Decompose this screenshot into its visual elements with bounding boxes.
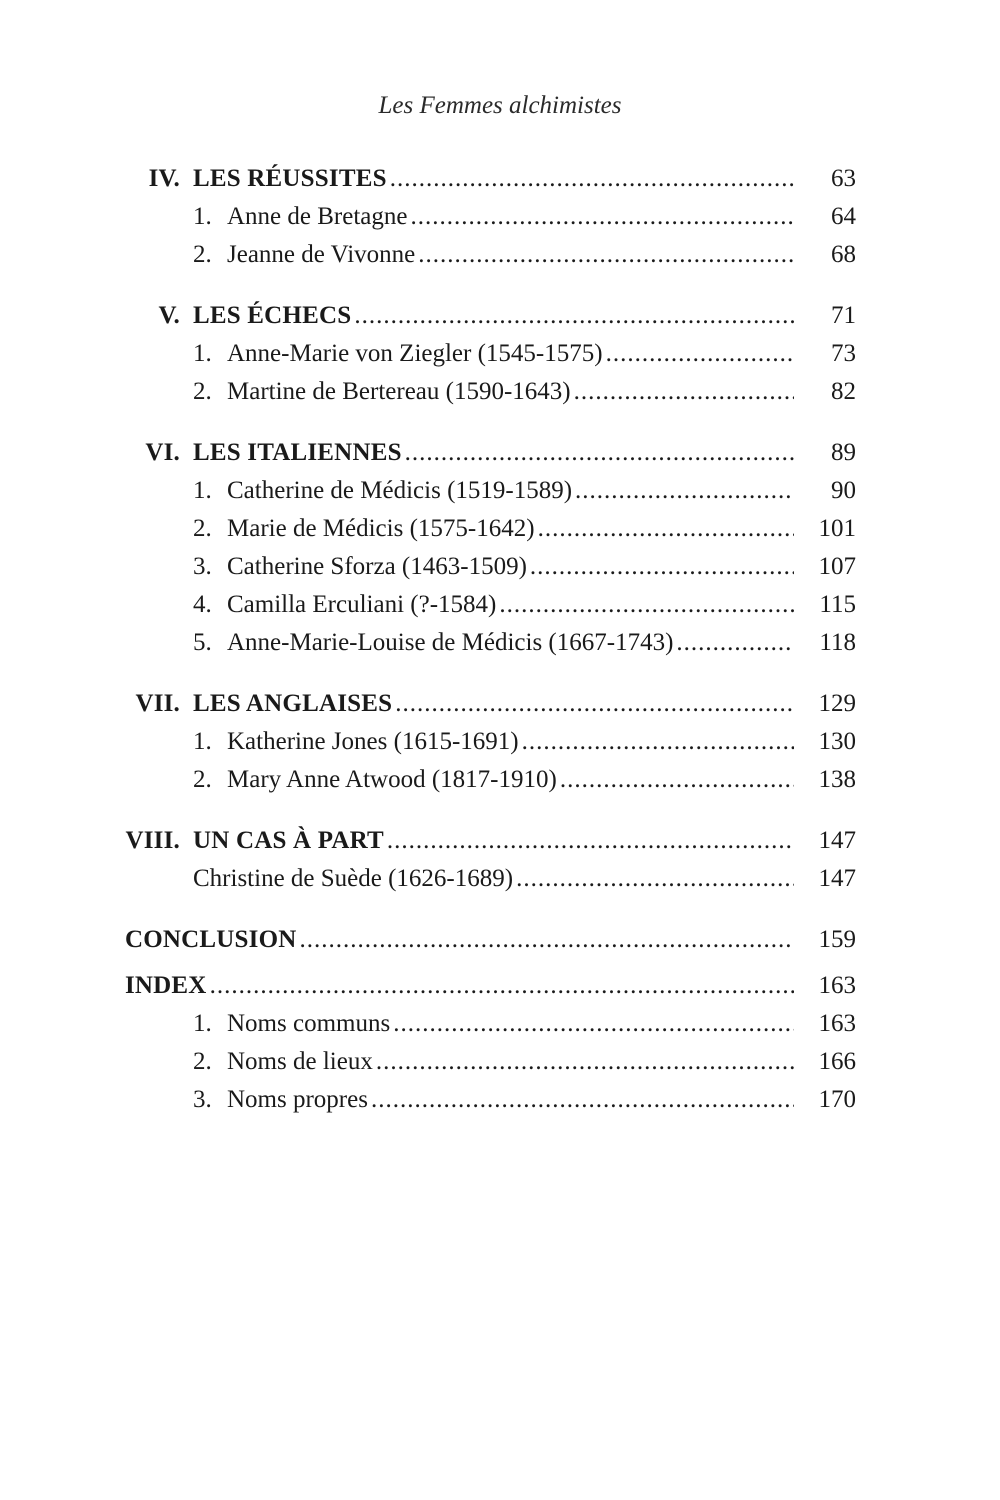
- entry-title: Noms communs: [227, 1010, 391, 1037]
- toc-entry[interactable]: [0, 723, 1000, 761]
- dot-leader: [390, 160, 794, 198]
- index-row[interactable]: [0, 967, 1000, 1005]
- entry-number: 2.: [193, 378, 212, 405]
- page-number: 68: [831, 241, 856, 268]
- toc-entry[interactable]: [0, 236, 1000, 274]
- toc-entry[interactable]: [0, 1081, 1000, 1119]
- toc-entry[interactable]: [0, 624, 1000, 662]
- page-number: 73: [831, 340, 856, 367]
- entry-title: Catherine Sforza (1463-1509): [227, 553, 527, 580]
- page-number: 166: [818, 1048, 856, 1075]
- dot-leader: [538, 510, 794, 548]
- page-number: 159: [818, 926, 856, 953]
- toc-entry[interactable]: [0, 510, 1000, 548]
- dot-leader: [522, 723, 794, 761]
- chapter-v-row[interactable]: [0, 297, 1000, 335]
- toc-entry[interactable]: [0, 860, 1000, 898]
- page-number: 163: [818, 972, 856, 999]
- dot-leader: [354, 297, 794, 335]
- page-number: 107: [818, 553, 856, 580]
- entry-title: Noms propres: [227, 1086, 368, 1113]
- chapter-numeral: IV.: [148, 165, 180, 192]
- entry-number: 5.: [193, 629, 212, 656]
- dot-leader: [560, 761, 794, 799]
- entry-title: Martine de Bertereau (1590-1643): [227, 378, 571, 405]
- entry-number: 1.: [193, 477, 212, 504]
- page-number: 147: [818, 865, 856, 892]
- page-number: 130: [818, 728, 856, 755]
- toc-entry[interactable]: [0, 335, 1000, 373]
- chapter-numeral: VII.: [135, 690, 180, 717]
- page-number: 63: [831, 165, 856, 192]
- chapter-vii-row[interactable]: [0, 685, 1000, 723]
- page-number: 64: [831, 203, 856, 230]
- chapter-title: LES ÉCHECS: [193, 302, 352, 329]
- table-of-contents: [0, 160, 1000, 1119]
- entry-number: 1.: [193, 728, 212, 755]
- entry-title: Katherine Jones (1615-1691): [227, 728, 519, 755]
- entry-title: Catherine de Médicis (1519-1589): [227, 477, 573, 504]
- dot-leader: [606, 335, 794, 373]
- conclusion-title: CONCLUSION: [125, 926, 297, 953]
- chapter-numeral: VIII.: [125, 827, 180, 854]
- dot-leader: [676, 624, 794, 662]
- toc-entry[interactable]: [0, 586, 1000, 624]
- page-number: 147: [818, 827, 856, 854]
- page-number: 118: [819, 629, 856, 656]
- dot-leader: [516, 860, 794, 898]
- entry-title: Christine de Suède (1626-1689): [193, 865, 514, 892]
- entry-title: Anne-Marie von Ziegler (1545-1575): [227, 340, 603, 367]
- running-head: Les Femmes alchimistes: [378, 92, 622, 119]
- entry-number: 2.: [193, 241, 212, 268]
- chapter-iv-row[interactable]: [0, 160, 1000, 198]
- toc-entry[interactable]: [0, 1005, 1000, 1043]
- entry-number: 3.: [193, 553, 212, 580]
- entry-number: 4.: [193, 591, 212, 618]
- dot-leader: [574, 373, 794, 411]
- chapter-title: LES ITALIENNES: [193, 439, 402, 466]
- entry-title: Camilla Erculiani (?-1584): [227, 591, 497, 618]
- dot-leader: [418, 236, 794, 274]
- chapter-title: UN CAS À PART: [193, 827, 384, 854]
- page-number: 71: [831, 302, 856, 329]
- entry-title: Mary Anne Atwood (1817-1910): [227, 766, 557, 793]
- dot-leader: [410, 198, 794, 236]
- dot-leader: [376, 1043, 794, 1081]
- toc-entry[interactable]: [0, 761, 1000, 799]
- conclusion-row[interactable]: [0, 921, 1000, 959]
- entry-title: Noms de lieux: [227, 1048, 373, 1075]
- toc-entry[interactable]: [0, 548, 1000, 586]
- entry-number: 2.: [193, 1048, 212, 1075]
- page-number: 89: [831, 439, 856, 466]
- dot-leader: [393, 1005, 794, 1043]
- chapter-vi-row[interactable]: [0, 434, 1000, 472]
- chapter-title: LES RÉUSSITES: [193, 165, 387, 192]
- dot-leader: [575, 472, 794, 510]
- entry-title: Anne-Marie-Louise de Médicis (1667-1743): [227, 629, 674, 656]
- entry-title: Jeanne de Vivonne: [227, 241, 416, 268]
- chapter-numeral: VI.: [145, 439, 180, 466]
- index-title: INDEX: [125, 972, 207, 999]
- entry-number: 3.: [193, 1086, 212, 1113]
- toc-entry[interactable]: [0, 472, 1000, 510]
- page-number: 82: [831, 378, 856, 405]
- page-number: 90: [831, 477, 856, 504]
- toc-entry[interactable]: [0, 373, 1000, 411]
- page-number: 115: [819, 591, 856, 618]
- entry-number: 1.: [193, 1010, 212, 1037]
- page-number: 138: [818, 766, 856, 793]
- page-number: 170: [818, 1086, 856, 1113]
- toc-entry[interactable]: [0, 198, 1000, 236]
- entry-number: 2.: [193, 515, 212, 542]
- dot-leader: [387, 822, 794, 860]
- page-number: 129: [818, 690, 856, 717]
- dot-leader: [210, 967, 794, 1005]
- entry-number: 2.: [193, 766, 212, 793]
- page-number: 163: [818, 1010, 856, 1037]
- entry-title: Anne de Bretagne: [227, 203, 408, 230]
- chapter-viii-row[interactable]: [0, 822, 1000, 860]
- entry-title: Marie de Médicis (1575-1642): [227, 515, 535, 542]
- dot-leader: [299, 921, 794, 959]
- dot-leader: [530, 548, 794, 586]
- page-number: 101: [818, 515, 856, 542]
- toc-entry[interactable]: [0, 1043, 1000, 1081]
- dot-leader: [405, 434, 794, 472]
- dot-leader: [499, 586, 794, 624]
- entry-number: 1.: [193, 340, 212, 367]
- dot-leader: [395, 685, 794, 723]
- dot-leader: [371, 1081, 794, 1119]
- chapter-title: LES ANGLAISES: [193, 690, 393, 717]
- entry-number: 1.: [193, 203, 212, 230]
- chapter-numeral: V.: [158, 302, 180, 329]
